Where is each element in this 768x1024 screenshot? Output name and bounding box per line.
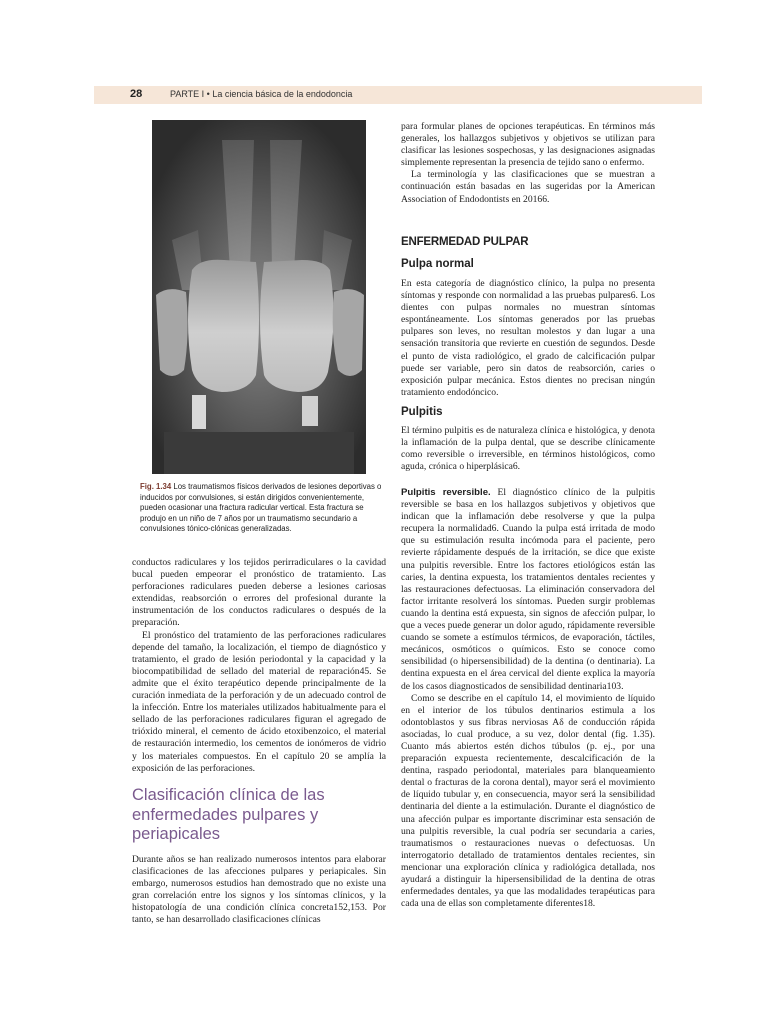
paragraph: En esta categoría de diagnóstico clínico, la pulpa no presenta síntomas y responde con normalidad a las pruebas pulpares6. Los dientes con pulpas normales no muestran síntomas espontáneamente. Los síntomas generados por las pruebas pulpares son leves, no resultan molestos y dan lugar a una sensación transitoria que revierte en cuestión de segundos. Desde el punto de vista radiológico, el grado de calcificación pulpar puede ser variable, pero sin datos de reabsorción, caries o exposición pulpar mecánica. Estos dientes no precisan ningún tratamiento endodóncico. [401, 278, 655, 398]
dental-radiograph-image [152, 120, 366, 474]
paragraph: Como se describe en el capítulo 14, el movimiento de líquido en el interior de los túbulos dentinarios estimula a los odontoblastos y sus fibras nerviosas Aδ de conducción rápida asociadas, lo cual produce, a su vez, dolor dental (fig. 1.35). Cuanto más abiertos estén dichos túbulos (p. ej., por una preparación expuesta recientemente, descalcificación de la dentina, raspado periodontal, materiales para blanqueamiento dental o fracturas de la corona dental), mayor será el movimiento de líquido tubular y, en consecuencia, mayor será la sensibilidad dentinaria del diente a la estimulación. Durante el diagnóstico de una afección pulpar es importante discriminar esta sensación de una pulpitis reversible, la cual podría ser secundaria a caries, traumatismos o restauraciones nuevas o defectuosas. Un interrogatorio detallado de tratamientos dentales recientes, sin mencionar una exploración clínica y radiológica detallada, nos ayudará a distinguir la hipersensibilidad de la dentina de otras enfermedades dentales, ya que las modalidades terapéuticas para cada una de ellas son completamente diferentes18. [401, 692, 655, 910]
pulpitis-reversible-text: El diagnóstico clínico de la pulpitis reversible se basa en los hallazgos subjetivos y objetivos que indican que la inflamación debe resolverse y que la pulpa recupera la normalidad6. Cuando la pulpa está irritada de modo que su estimulación resulta incómoda para el paciente, pero revierte rápidamente después de la irritación, se dice que existe una pulpitis reversible. Entre los factores etiológicos están las caries, la dentina expuesta, los tratamientos dentales recientes y las restauraciones defectuosas. La eliminación conservadora del factor irritante resolverá los síntomas. Pueden surgir problemas cuando la dentina está expuesta, sin signos de afección pulpar, lo que a veces puede generar un dolor agudo, rápidamente reversible cuando se somete a estímulos térmicos, de evaporación, táctiles, mecánicos, osmóticos o químicos. Esto se conoce como sensibilidad (o hipersensibilidad) de la dentina (o dentinaria). La dentina expuesta en el área cervical del diente explica la mayoría de los casos diagnosticados de sensibilidad dentinaria103. [401, 487, 655, 692]
paragraph: para formular planes de opciones terapéuticas. En términos más generales, los hallazgos subjetivos y objetivos se utilizan para clasificar las lesiones sospechosas, y las designaciones asignadas simplemente representan la presencia de tejido sano o enfermo. [401, 121, 655, 169]
heading-enfermedad-pulpar: ENFERMEDAD PULPAR [401, 236, 529, 248]
radiograph-figure [152, 120, 366, 474]
left-column-intro [132, 854, 386, 927]
heading-pulpa-normal: Pulpa normal [401, 258, 474, 270]
figure-caption-label: Fig. 1.34 [140, 482, 172, 491]
paragraph: conductos radiculares y los tejidos perirradiculares o la cavidad bucal pueden empeorar el pronóstico de tratamiento. Las perforaciones radiculares pueden deberse a lesiones cariosas extendidas, reabsorción o errores del profesional durante la instrumentación de los conductos radiculares o después de la preparación. [132, 557, 386, 629]
paragraph: El término pulpitis es de naturaleza clínica e histológica, y denota la inflamación de la pulpa dental, que se describe clínicamente como reversible o irreversible, en términos histológicos, como aguda, crónica o hiperplásica6. [401, 425, 655, 473]
page-number: 28 [130, 88, 143, 100]
pulpa-normal-text [401, 278, 655, 399]
paragraph: El pronóstico del tratamiento de las perforaciones radiculares depende del tamaño, la localización, el tiempo de diagnóstico y tratamiento, el grado de lesión periodontal y la capacidad y la biocompatibilidad de sellado del material de reparación45. Se admite que el éxito terapéutico depende principalmente de la curación inmediata de la perforación y de un adecuado control de la infección. Entre los materiales utilizados habitualmente para el sellado de las perforaciones radiculares figuran el agregado de trióxido mineral, el cemento de ácido etoxibenzoico, el material de restauración intermedio, los cementos de ionómeros de vidrio y los materiales compuestos. En el capítulo 20 se amplía la exposición de las perforaciones. [132, 629, 386, 774]
left-column-body [132, 557, 386, 775]
pulpitis-reversible-section [401, 487, 655, 910]
running-head: PARTE I • La ciencia básica de la endodoncia [170, 89, 353, 99]
paragraph: La terminología y las clasificaciones que se muestran a continuación están basadas en las sugeridas por la American Association of Endodontists en 20166. [401, 169, 655, 205]
pulpitis-reversible-label: Pulpitis reversible. [401, 487, 491, 498]
right-column-top [401, 121, 655, 206]
paragraph: Durante años se han realizado numerosos intentos para elaborar clasificaciones de las afecciones pulpares y periapicales. Sin embargo, numerosos estudios han demostrado que no existe una gran correlación entre los signos y los síntomas clínicos, y la histopatología de una condición clínica concreta152,153. Por tanto, se han desarrollado clasificaciones clínicas [132, 854, 386, 926]
pulpitis-text [401, 425, 655, 473]
section-title: Clasificación clínica de las enfermedades pulpares y periapicales [132, 786, 325, 843]
figure-caption-text: Los traumatismos físicos derivados de lesiones deportivas o inducidos por convulsiones, si están dirigidos convenientemente, pueden ocasionar una fractura radicular vertical. Esta fractura se produjo en un niño de 7 años por un traumatismo secundario a convulsiones tónico-clónicas generalizadas. [140, 482, 382, 534]
figure-caption [140, 482, 388, 535]
heading-pulpitis: Pulpitis [401, 406, 443, 418]
